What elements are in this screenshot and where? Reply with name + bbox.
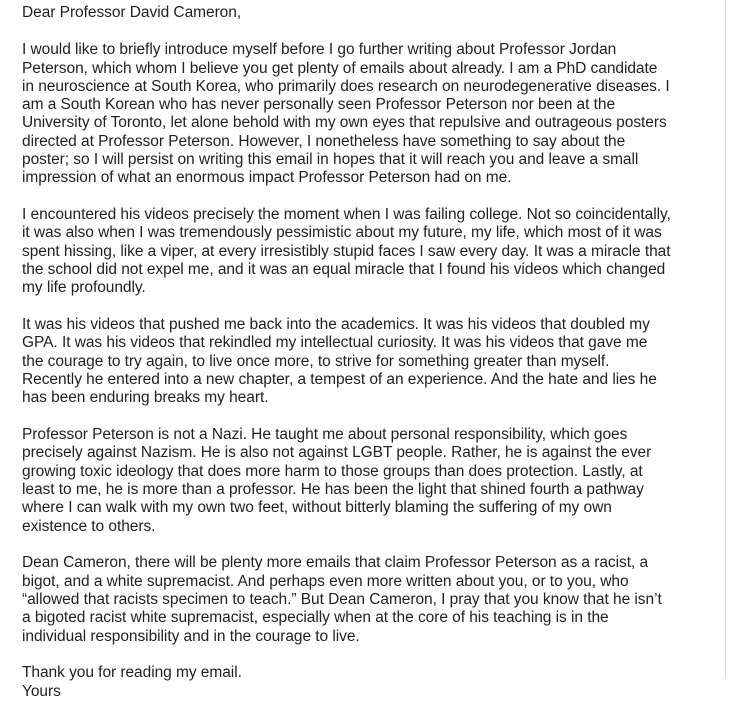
email-body [22,4,722,700]
email-closing: Thank you for reading my email. [22,664,242,682]
email-paragraph-failing-college: I encountered his videos precisely the moment when I was failing college. Not so coincidentally, it was also when I was tremendously pessimistic about my future, my life, which most of it was spent hissing, like a viper, at every irresistibly stupid faces I saw every day. It was a miracle that the school did not expel me, and it was an equal miracle that I found his videos which changed my life profoundly. [22,206,671,297]
email-paragraph-dean-cameron: Dean Cameron, there will be plenty more emails that claim Professor Peterson as a racist, a bigot, and a white supremacist. And perhaps even more written about you, or to you, who “allowed that racists specimen to teach.” But Dean Cameron, I pray that you know that he isn’t a bigoted racist white supremacist, especially when at the core of his teaching is in the individual responsibility and in the courage to live. [22,554,662,645]
email-paragraph-his-videos: It was his videos that pushed me back into the academics. It was his videos that doubled my GPA. It was his videos that rekindled my intellectual curiosity. It was his videos that gave me the courage to try again, to live once more, to strive for something greater than myself. Recently he entered into a new chapter, a tempest of an experience. And the hate and lies he has been enduring breaks my heart. [22,316,657,407]
email-paragraph-not-a-nazi: Professor Peterson is not a Nazi. He taught me about personal responsibility, which goes precisely against Nazism. He is also not against LGBT people. Rather, he is against the ever growing toxic ideology that does more harm to those groups than does protection. Lastly, at least to me, he is more than a professor. He has been the light that shined fourth a pathway where I can walk with my own two feet, without bitterly blaming the suffering of my own existence to others. [22,426,652,535]
email-greeting: Dear Professor David Cameron, [22,4,242,21]
email-signoff-partial: Yours [22,682,61,700]
email-paragraph-intro: I would like to briefly introduce myself before I go further writing about Professor Jordan Peterson, which whom I believe you get plenty of emails about already. I am a PhD candidate in neuroscience at South Korea, who primarily does research on neurodegenerative diseases. I am a South Korean who has never personally seen Professor Peterson nor been at the University of Toronto, let alone behold with my own eyes that repulsive and outrageous posters directed at Professor Peterson. However, I nonetheless have something to say about the poster; so I will persist on writing this email in hopes that it will reach you and leave a small impression of what an enormous impact Professor Peterson had on me. [22,41,670,187]
